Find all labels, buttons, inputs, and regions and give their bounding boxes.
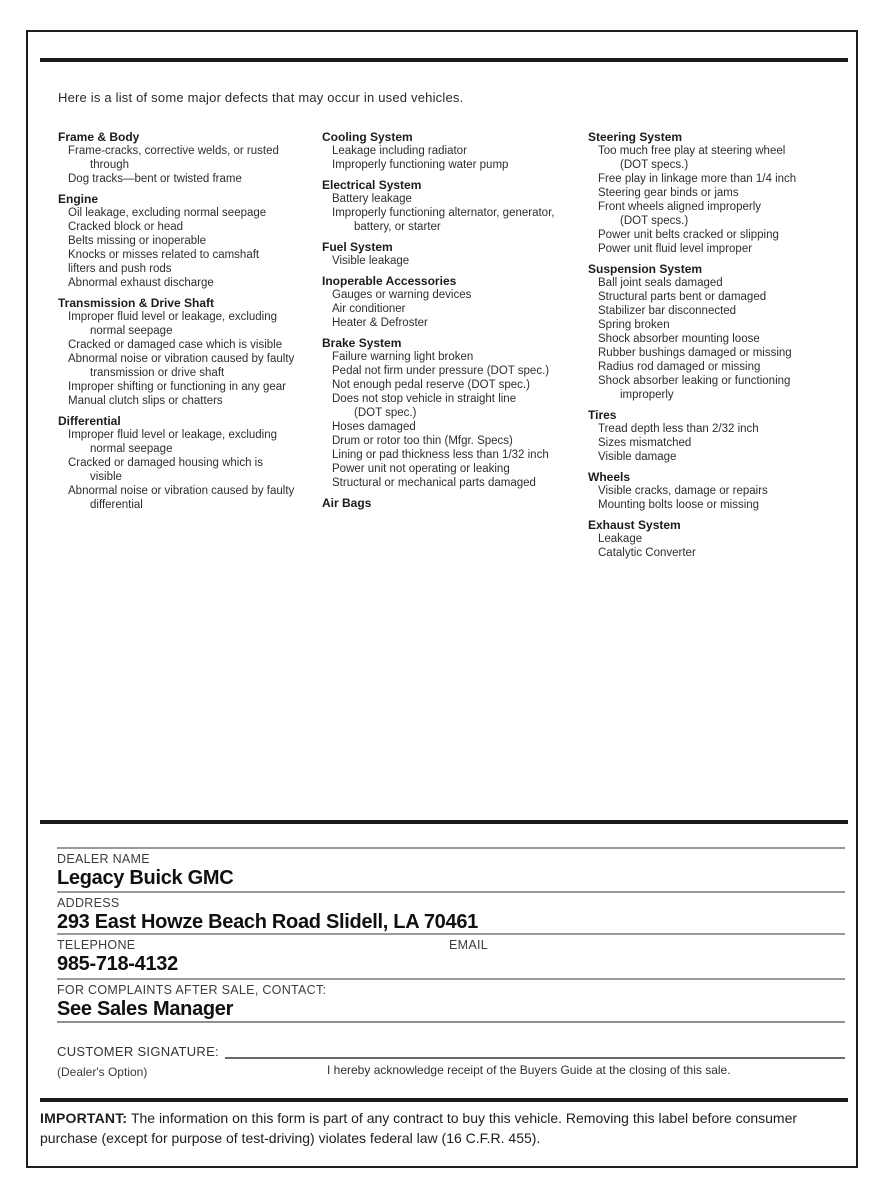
field-complaints-contact bbox=[57, 978, 845, 1023]
complaints-label: FOR COMPLAINTS AFTER SALE, CONTACT: bbox=[57, 983, 327, 997]
dealer-name-label: DEALER NAME bbox=[57, 852, 150, 866]
top-rule bbox=[40, 58, 848, 62]
field-dealer-name bbox=[57, 847, 845, 891]
defect-item-line: Lining or pad thickness less than 1/32 inch bbox=[332, 449, 549, 461]
defect-item-line: Sizes mismatched bbox=[598, 437, 692, 449]
defect-item-line: Stabilizer bar disconnected bbox=[598, 305, 737, 317]
defect-item-line: Gauges or warning devices bbox=[332, 289, 472, 301]
defect-item-line: Does not stop vehicle in straight line bbox=[332, 393, 517, 405]
defect-item-line: Belts missing or inoperable bbox=[68, 235, 207, 247]
defect-category-heading: Differential bbox=[58, 414, 121, 428]
defect-item-line: differential bbox=[90, 499, 143, 511]
defect-item-line: normal seepage bbox=[90, 325, 173, 337]
important-label: IMPORTANT: bbox=[40, 1110, 128, 1126]
defect-item-line: Steering gear binds or jams bbox=[598, 187, 739, 199]
defect-item-line: visible bbox=[90, 471, 122, 483]
intro-text: Here is a list of some major defects that may occur in used vehicles. bbox=[58, 90, 464, 105]
defect-category-heading: Brake System bbox=[322, 336, 402, 350]
defect-column-3 bbox=[588, 130, 844, 560]
defect-item-line: Power unit not operating or leaking bbox=[332, 463, 510, 475]
defect-category-heading: Frame & Body bbox=[58, 130, 140, 144]
defect-item-line: Cracked block or head bbox=[68, 221, 184, 233]
defect-category-heading: Electrical System bbox=[322, 178, 422, 192]
important-notice bbox=[40, 1108, 848, 1148]
defect-item-line: Air conditioner bbox=[332, 303, 406, 315]
defect-item-line: Dog tracks—bent or twisted frame bbox=[68, 173, 242, 185]
address-label: ADDRESS bbox=[57, 896, 120, 910]
defect-category-heading: Transmission & Drive Shaft bbox=[58, 296, 215, 310]
dealer-info-section bbox=[57, 847, 845, 1023]
defect-item-line: (DOT specs.) bbox=[620, 159, 689, 171]
defect-item-line: Pedal not firm under pressure (DOT spec.) bbox=[332, 365, 550, 377]
customer-signature-label: CUSTOMER SIGNATURE: bbox=[57, 1044, 219, 1059]
document-frame bbox=[26, 30, 858, 1168]
signature-line bbox=[225, 1044, 845, 1059]
defect-item-line: Leakage including radiator bbox=[332, 145, 467, 157]
signature-row bbox=[57, 1044, 845, 1059]
email-label: EMAIL bbox=[449, 938, 489, 952]
defect-item-line: Catalytic Converter bbox=[598, 547, 696, 559]
defect-item-line: Manual clutch slips or chatters bbox=[68, 395, 223, 407]
defect-item-line: (DOT spec.) bbox=[354, 407, 417, 419]
defect-item-line: Improper shifting or functioning in any gear bbox=[68, 381, 286, 393]
defect-item-line: Not enough pedal reserve (DOT spec.) bbox=[332, 379, 530, 391]
defect-category-heading: Wheels bbox=[588, 470, 631, 484]
dealer-name-value: Legacy Buick GMC bbox=[57, 867, 234, 889]
defect-item-line: through bbox=[90, 159, 130, 171]
defect-category-heading: Exhaust System bbox=[588, 518, 681, 532]
defect-item-line: Improper fluid level or leakage, excluding bbox=[68, 311, 278, 323]
defect-item-line: Abnormal exhaust discharge bbox=[68, 277, 214, 289]
defect-item-line: improperly bbox=[620, 389, 674, 401]
signature-section bbox=[57, 1044, 845, 1079]
defect-item-line: Abnormal noise or vibration caused by faulty bbox=[68, 353, 295, 365]
defect-item-line: Rubber bushings damaged or missing bbox=[598, 347, 792, 359]
defect-item-line: Radius rod damaged or missing bbox=[598, 361, 761, 373]
defect-category-heading: Suspension System bbox=[588, 262, 703, 276]
defect-item-line: Failure warning light broken bbox=[332, 351, 474, 363]
field-telephone-email bbox=[57, 933, 845, 978]
defect-item-line: Leakage bbox=[598, 533, 643, 545]
defect-item-line: battery, or starter bbox=[354, 221, 441, 233]
field-address bbox=[57, 891, 845, 933]
defect-item-line: Improperly functioning alternator, generator, bbox=[332, 207, 555, 219]
defect-item-line: normal seepage bbox=[90, 443, 173, 455]
acknowledgement-text: I hereby acknowledge receipt of the Buyers Guide at the closing of this sale. bbox=[327, 1063, 731, 1077]
defect-item-line: Visible damage bbox=[598, 451, 677, 463]
defect-item-line: Spring broken bbox=[598, 319, 670, 331]
defect-item-line: (DOT specs.) bbox=[620, 215, 689, 227]
defect-category-heading: Inoperable Accessories bbox=[322, 274, 457, 288]
bottom-rule bbox=[40, 1098, 848, 1102]
defect-item-line: Power unit belts cracked or slipping bbox=[598, 229, 779, 241]
defect-item-line: Improper fluid level or leakage, excluding bbox=[68, 429, 278, 441]
defect-item-line: Shock absorber leaking or functioning bbox=[598, 375, 791, 387]
defect-item-line: Shock absorber mounting loose bbox=[598, 333, 760, 345]
defect-item-line: Visible leakage bbox=[332, 255, 410, 267]
defect-item-line: Visible cracks, damage or repairs bbox=[598, 485, 768, 497]
defect-item-line: Hoses damaged bbox=[332, 421, 416, 433]
defect-category-heading: Tires bbox=[588, 408, 617, 422]
defect-item-line: Tread depth less than 2/32 inch bbox=[598, 423, 759, 435]
telephone-label: TELEPHONE bbox=[57, 938, 136, 952]
defect-item-line: Structural or mechanical parts damaged bbox=[332, 477, 536, 489]
defect-item-line: Knocks or misses related to camshaft bbox=[68, 249, 260, 261]
defect-item-line: Power unit fluid level improper bbox=[598, 243, 753, 255]
defect-item-line: Free play in linkage more than 1/4 inch bbox=[598, 173, 797, 185]
complaints-contact-value: See Sales Manager bbox=[57, 998, 234, 1020]
mid-rule bbox=[40, 820, 848, 824]
defect-category-heading: Fuel System bbox=[322, 240, 393, 254]
defect-item-line: Ball joint seals damaged bbox=[598, 277, 723, 289]
defect-category-heading: Cooling System bbox=[322, 130, 413, 144]
defect-item-line: Cracked or damaged housing which is bbox=[68, 457, 263, 469]
defect-item-line: Improperly functioning water pump bbox=[332, 159, 509, 171]
defect-item-line: Too much free play at steering wheel bbox=[598, 145, 786, 157]
defect-item-line: Structural parts bent or damaged bbox=[598, 291, 767, 303]
defect-item-line: Heater & Defroster bbox=[332, 317, 428, 329]
defect-category-heading: Engine bbox=[58, 192, 99, 206]
defect-category-heading: Air Bags bbox=[322, 496, 372, 510]
defect-category-heading: Steering System bbox=[588, 130, 683, 144]
defect-item-line: Abnormal noise or vibration caused by faulty bbox=[68, 485, 295, 497]
defect-item-line: Battery leakage bbox=[332, 193, 412, 205]
defect-item-line: lifters and push rods bbox=[68, 263, 172, 275]
defect-item-line: Front wheels aligned improperly bbox=[598, 201, 761, 213]
defect-column-2 bbox=[322, 130, 588, 560]
defect-item-line: Drum or rotor too thin (Mfgr. Specs) bbox=[332, 435, 513, 447]
signature-notes bbox=[57, 1063, 845, 1079]
important-text: The information on this form is part of any contract to buy this vehicle. Removing this label before consumer purchase (except for purpose of test-driving) violates federal law (16 C.F.R. 455). bbox=[40, 1110, 798, 1146]
address-value: 293 East Howze Beach Road Slidell, LA 70461 bbox=[57, 911, 478, 933]
defect-item-line: transmission or drive shaft bbox=[90, 367, 225, 379]
defect-item-line: Mounting bolts loose or missing bbox=[598, 499, 760, 511]
dealers-option-note: (Dealer's Option) bbox=[57, 1065, 148, 1079]
defect-column-1 bbox=[58, 130, 322, 560]
defect-item-line: Oil leakage, excluding normal seepage bbox=[68, 207, 267, 219]
defect-item-line: Frame-cracks, corrective welds, or rusted bbox=[68, 145, 279, 157]
defect-item-line: Cracked or damaged case which is visible bbox=[68, 339, 283, 351]
defects-columns bbox=[58, 130, 844, 560]
telephone-value: 985-718-4132 bbox=[57, 953, 178, 975]
